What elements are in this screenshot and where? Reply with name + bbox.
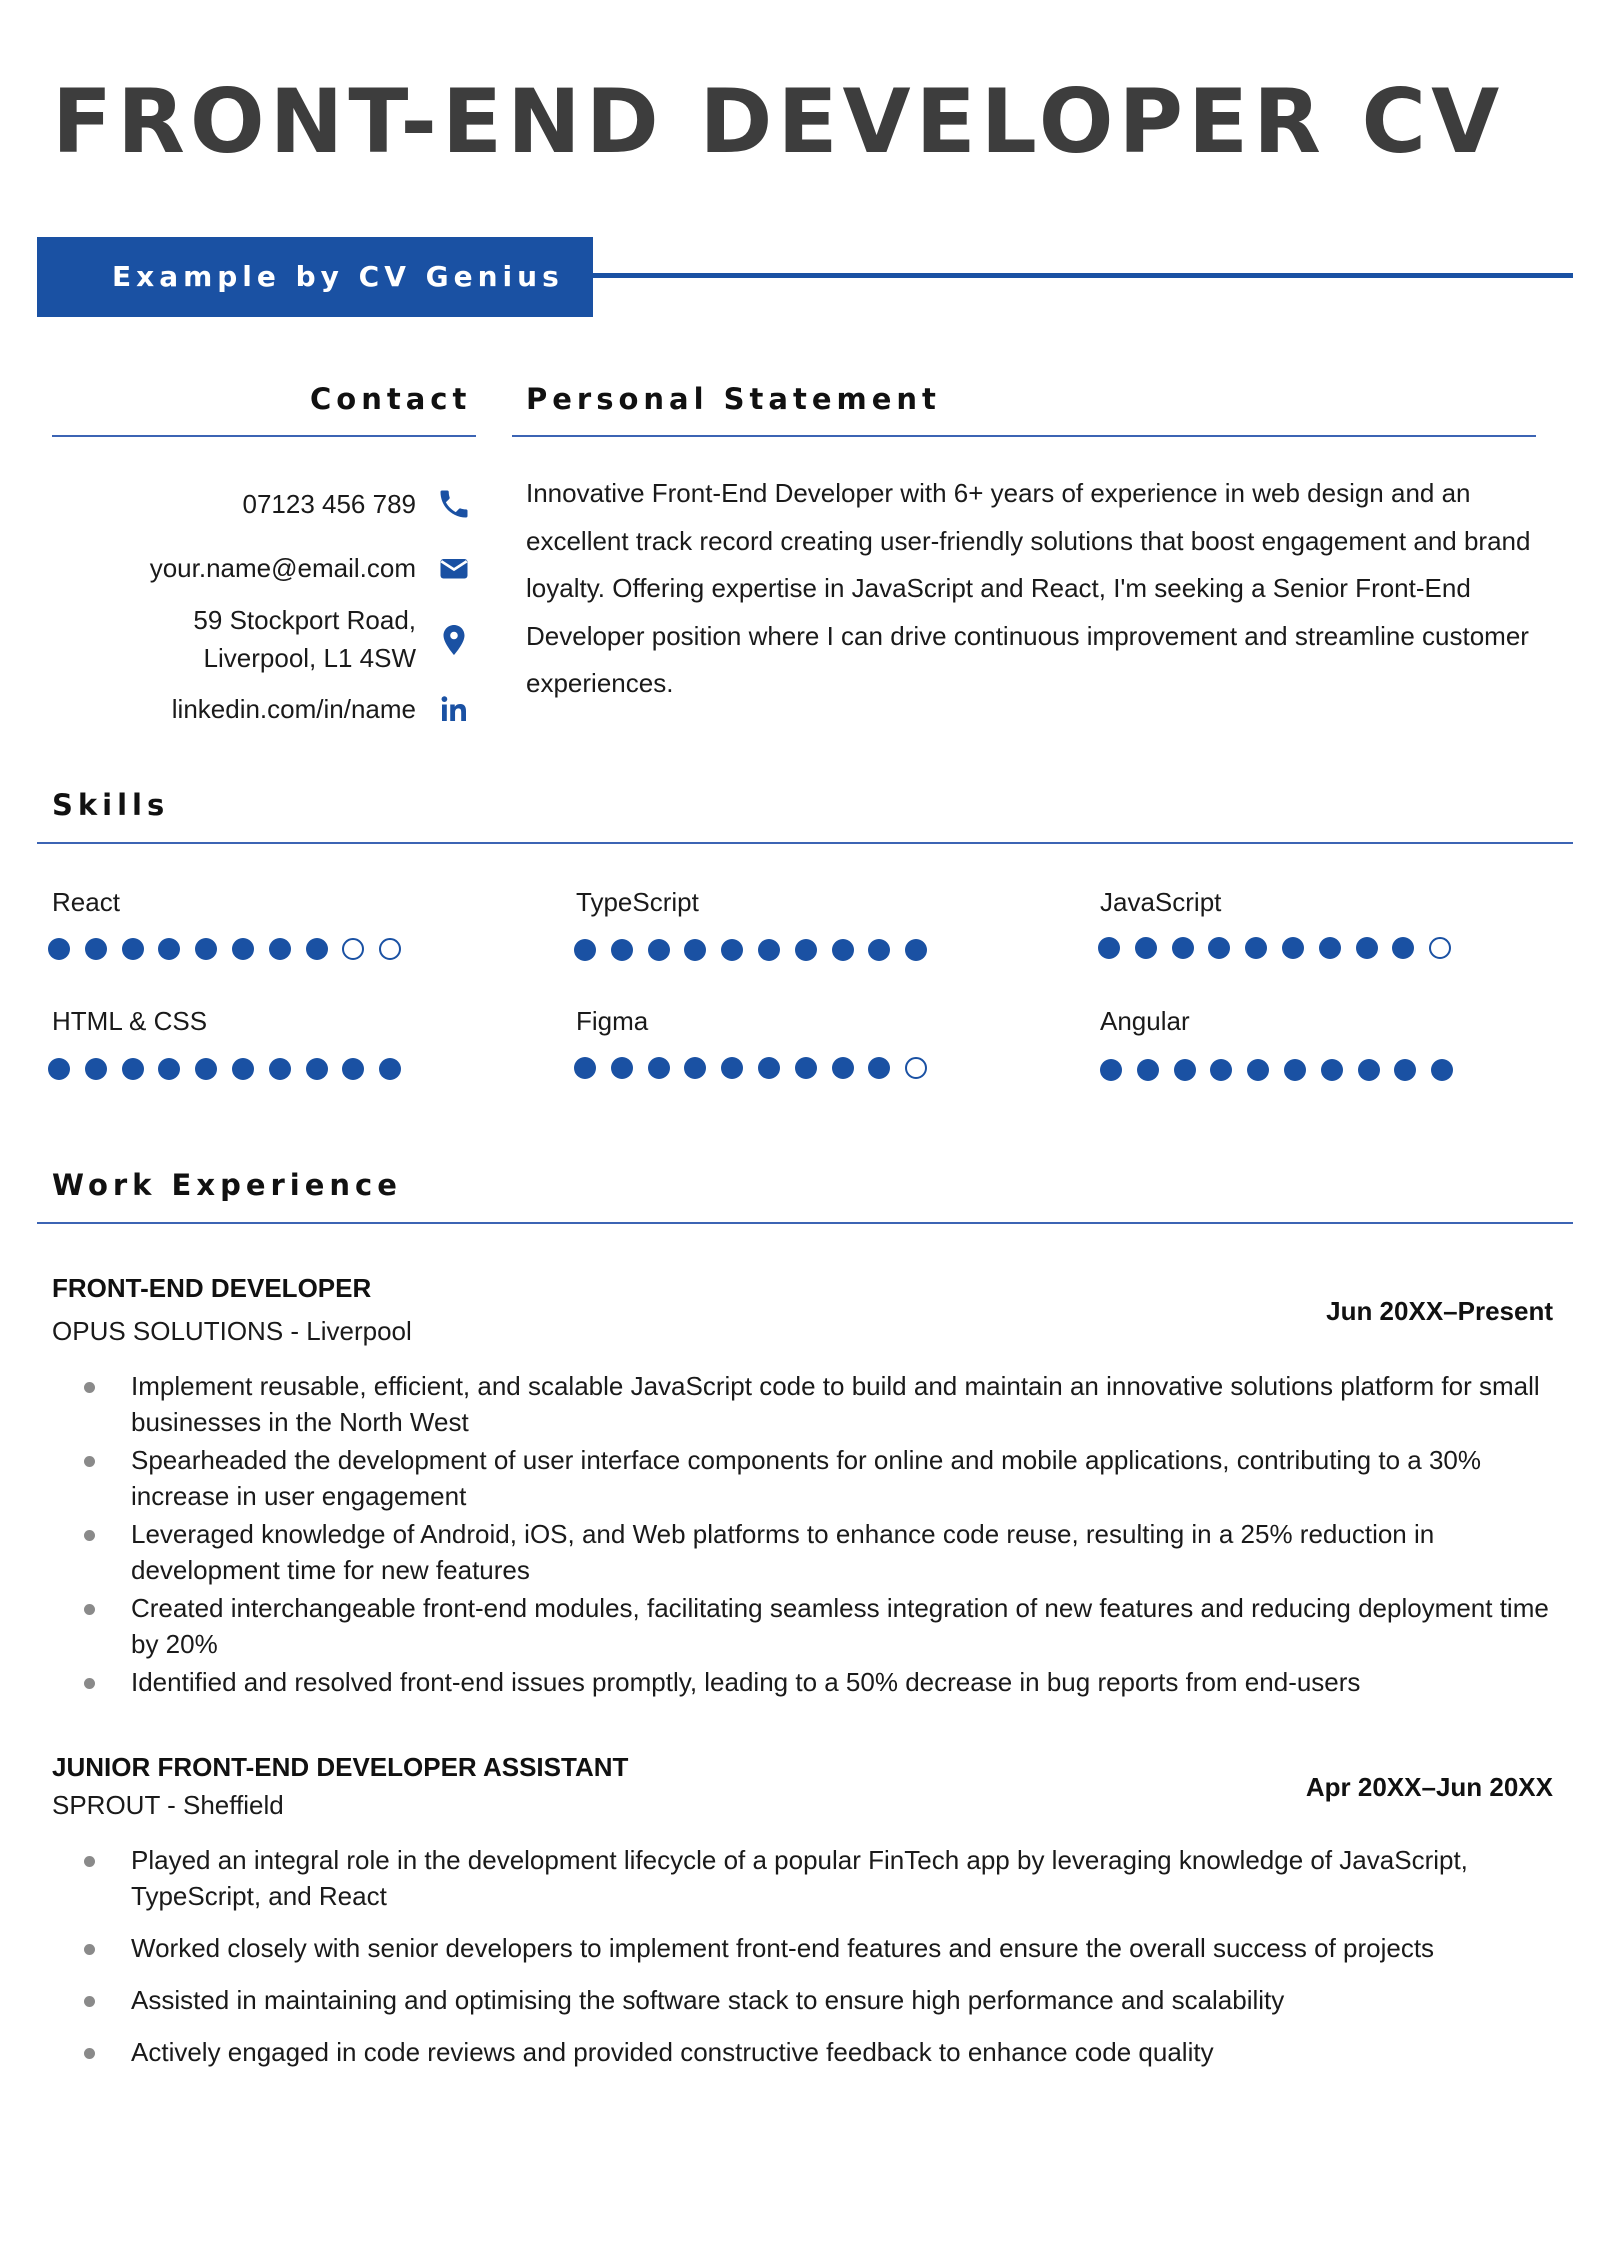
job-bullet-list bbox=[0, 1842, 1600, 2070]
cv-title: FRONT-END DEVELOPER CV bbox=[52, 70, 1505, 173]
job-bullet: Played an integral role in the development lifecycle of a popular FinTech app by leveraging knowledge of JavaScript, TypeScript, and React bbox=[0, 1842, 1600, 1914]
skill-dot-filled bbox=[1431, 1059, 1453, 1081]
job-bullet: Implement reusable, efficient, and scalable JavaScript code to build and maintain an innovative solutions platform for small businesses in the North West bbox=[0, 1368, 1600, 1440]
personal-statement-text: Innovative Front-End Developer with 6+ years of experience in web design and an excellent track record creating user-friendly solutions that boost engagement and brand loyalty. Offering expertise in JavaScript and React, I'm seeking a Senior Front-End Developer position where I can drive continuous improvement and streamline customer experiences. bbox=[526, 478, 1531, 698]
personal-statement-heading: Personal Statement bbox=[526, 382, 941, 416]
skill-dot-filled bbox=[868, 1057, 890, 1079]
skill-dot-filled bbox=[232, 1058, 254, 1080]
skill-rating-typescript bbox=[574, 939, 942, 963]
skill-dot-filled bbox=[1210, 1059, 1232, 1081]
skill-dot-filled bbox=[158, 938, 180, 960]
skill-name-figma: Figma bbox=[576, 1006, 649, 1036]
skill-name-html-css: HTML & CSS bbox=[52, 1006, 208, 1036]
skill-dot-filled bbox=[379, 1058, 401, 1080]
skill-dot-filled bbox=[1321, 1059, 1343, 1081]
skill-rating-angular bbox=[1100, 1059, 1468, 1083]
skill-rating-figma bbox=[574, 1057, 942, 1081]
skill-dot-filled bbox=[905, 939, 927, 961]
skill-dot-filled bbox=[684, 1057, 706, 1079]
skill-dot-filled bbox=[1284, 1059, 1306, 1081]
skill-dot-filled bbox=[48, 1058, 70, 1080]
skill-dot-filled bbox=[611, 939, 633, 961]
skill-dot-filled bbox=[795, 1057, 817, 1079]
skill-dot-filled bbox=[342, 1058, 364, 1080]
skill-dot-filled bbox=[122, 1058, 144, 1080]
skill-dot-filled bbox=[1282, 937, 1304, 959]
skill-dot-filled bbox=[1247, 1059, 1269, 1081]
contact-rule bbox=[52, 435, 476, 437]
contact-phone[interactable]: 07123 456 789 bbox=[242, 489, 416, 519]
skill-dot-filled bbox=[269, 1058, 291, 1080]
skills-heading: Skills bbox=[52, 788, 170, 822]
skill-dot-filled bbox=[648, 1057, 670, 1079]
skill-rating-javascript bbox=[1098, 937, 1466, 961]
job-dates: Jun 20XX–Present bbox=[1326, 1296, 1553, 1326]
contact-email[interactable]: your.name@email.com bbox=[149, 553, 416, 583]
skill-dot-filled bbox=[1392, 937, 1414, 959]
skill-dot-filled bbox=[195, 1058, 217, 1080]
skill-name-react: React bbox=[52, 887, 120, 917]
job-company: SPROUT - Sheffield bbox=[52, 1790, 284, 1820]
envelope-icon bbox=[436, 550, 472, 586]
skill-dot-filled bbox=[1245, 937, 1267, 959]
skills-rule bbox=[37, 842, 1573, 844]
skill-dot-empty bbox=[379, 938, 401, 960]
skill-dot-filled bbox=[868, 939, 890, 961]
job-dates: Apr 20XX–Jun 20XX bbox=[1305, 1772, 1553, 1802]
skill-dot-filled bbox=[721, 1057, 743, 1079]
work-experience-rule bbox=[37, 1222, 1573, 1224]
skill-dot-filled bbox=[1174, 1059, 1196, 1081]
linkedin-icon bbox=[436, 691, 472, 727]
job-bullet-list bbox=[0, 1368, 1600, 1700]
skill-dot-filled bbox=[1394, 1059, 1416, 1081]
skill-dot-filled bbox=[795, 939, 817, 961]
skill-dot-empty bbox=[1429, 937, 1451, 959]
job-bullet: Assisted in maintaining and optimising the software stack to ensure high performance and scalability bbox=[0, 1982, 1600, 2018]
skill-name-angular: Angular bbox=[1100, 1006, 1190, 1036]
skill-dot-filled bbox=[684, 939, 706, 961]
skill-dot-filled bbox=[1137, 1059, 1159, 1081]
skill-name-javascript: JavaScript bbox=[1100, 887, 1222, 917]
skill-dot-filled bbox=[721, 939, 743, 961]
skill-dot-filled bbox=[122, 938, 144, 960]
contact-address-line2: Liverpool, L1 4SW bbox=[203, 643, 416, 673]
skill-dot-filled bbox=[306, 938, 328, 960]
skill-dot-filled bbox=[85, 938, 107, 960]
skill-dot-filled bbox=[1135, 937, 1157, 959]
skill-dot-filled bbox=[48, 938, 70, 960]
skill-dot-filled bbox=[574, 939, 596, 961]
skill-rating-html-css bbox=[48, 1058, 416, 1082]
job-bullet: Identified and resolved front-end issues promptly, leading to a 50% decrease in bug reports from end-users bbox=[0, 1664, 1600, 1700]
skill-dot-filled bbox=[269, 938, 291, 960]
skill-dot-filled bbox=[85, 1058, 107, 1080]
skill-dot-filled bbox=[832, 939, 854, 961]
skill-dot-filled bbox=[1208, 937, 1230, 959]
skill-dot-empty bbox=[342, 938, 364, 960]
job-bullet: Actively engaged in code reviews and provided constructive feedback to enhance code quality bbox=[0, 2034, 1600, 2070]
job-title: JUNIOR FRONT-END DEVELOPER ASSISTANT bbox=[52, 1752, 629, 1782]
cv-banner: Example by CV Genius bbox=[37, 237, 593, 317]
skill-dot-filled bbox=[158, 1058, 180, 1080]
work-experience-heading: Work Experience bbox=[52, 1168, 402, 1202]
skill-rating-react bbox=[48, 938, 416, 962]
skill-dot-filled bbox=[648, 939, 670, 961]
skill-dot-filled bbox=[1100, 1059, 1122, 1081]
job-title: FRONT-END DEVELOPER bbox=[52, 1273, 372, 1303]
skill-dot-filled bbox=[574, 1057, 596, 1079]
skill-dot-filled bbox=[1358, 1059, 1380, 1081]
job-bullet: Worked closely with senior developers to implement front-end features and ensure the overall success of projects bbox=[0, 1930, 1600, 1966]
statement-rule bbox=[512, 435, 1536, 437]
skill-dot-filled bbox=[1319, 937, 1341, 959]
skill-name-typescript: TypeScript bbox=[576, 887, 699, 917]
map-pin-icon bbox=[436, 622, 472, 658]
banner-rule bbox=[593, 273, 1573, 278]
skill-dot-filled bbox=[758, 1057, 780, 1079]
contact-address-line1: 59 Stockport Road, bbox=[193, 605, 416, 635]
skill-dot-filled bbox=[611, 1057, 633, 1079]
skill-dot-empty bbox=[905, 1057, 927, 1079]
phone-icon bbox=[436, 486, 472, 522]
job-company: OPUS SOLUTIONS - Liverpool bbox=[52, 1316, 412, 1346]
skill-dot-filled bbox=[1098, 937, 1120, 959]
skill-dot-filled bbox=[306, 1058, 328, 1080]
job-bullet: Created interchangeable front-end modules, facilitating seamless integration of new features and reducing deployment time by 20% bbox=[0, 1590, 1600, 1662]
skill-dot-filled bbox=[832, 1057, 854, 1079]
job-bullet: Spearheaded the development of user interface components for online and mobile applications, contributing to a 30% increase in user engagement bbox=[0, 1442, 1600, 1514]
skill-dot-filled bbox=[195, 938, 217, 960]
skill-dot-filled bbox=[758, 939, 780, 961]
contact-heading: Contact bbox=[310, 382, 472, 416]
skill-dot-filled bbox=[1356, 937, 1378, 959]
skill-dot-filled bbox=[232, 938, 254, 960]
job-bullet: Leveraged knowledge of Android, iOS, and Web platforms to enhance code reuse, resulting in a 25% reduction in development time for new features bbox=[0, 1516, 1600, 1588]
contact-linkedin[interactable]: linkedin.com/in/name bbox=[171, 694, 416, 724]
skill-dot-filled bbox=[1172, 937, 1194, 959]
